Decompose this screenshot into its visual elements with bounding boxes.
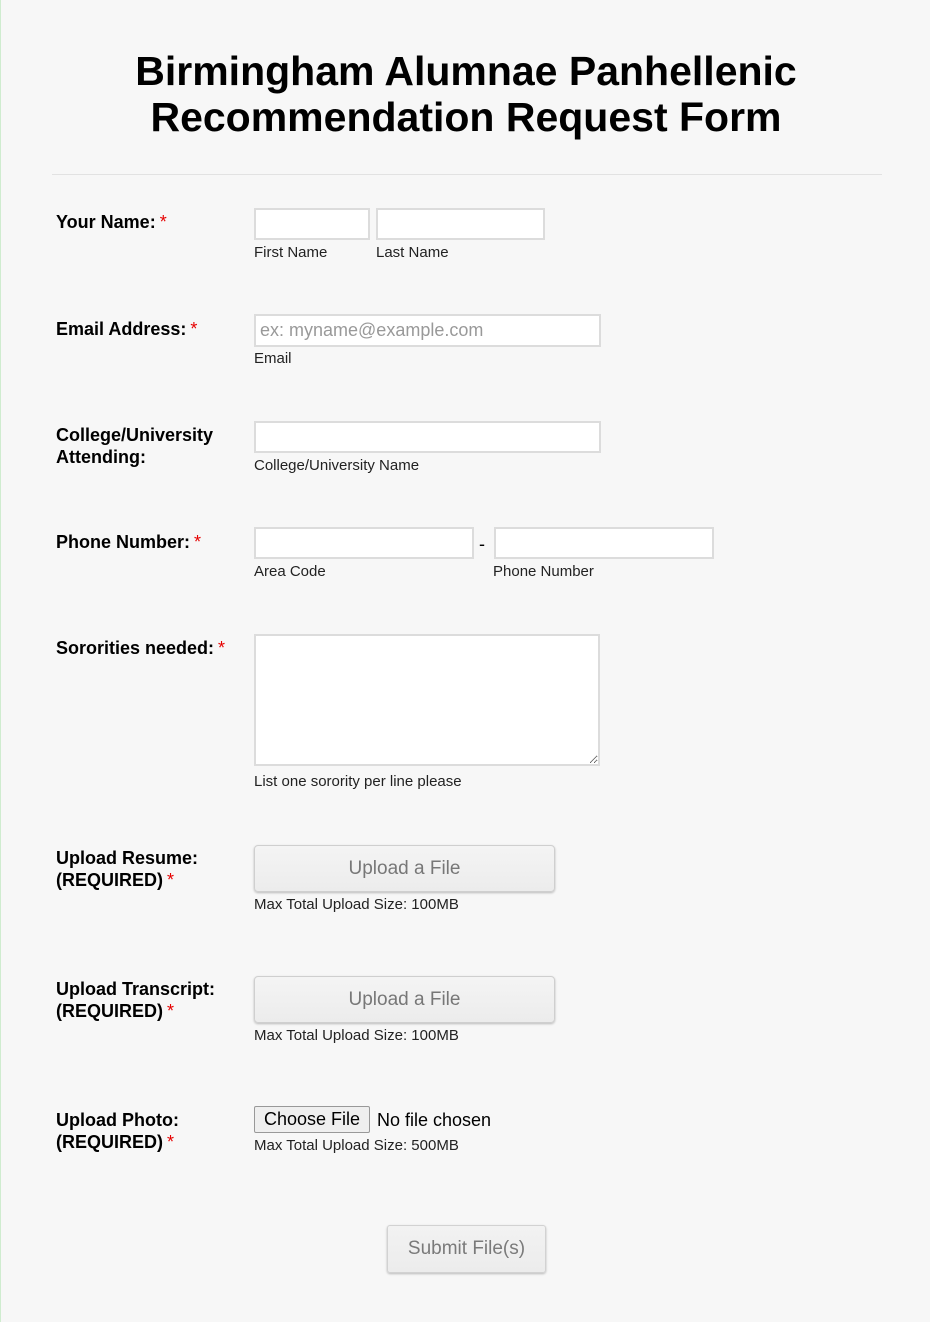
name-label (56, 211, 167, 233)
photo-label-line-2: (REQUIRED) (56, 1132, 163, 1152)
last-name-input[interactable] (376, 208, 545, 240)
phone-label (56, 531, 201, 553)
photo-label-line-1: Upload Photo: (56, 1110, 179, 1130)
resume-size-note: Max Total Upload Size: 100MB (254, 896, 459, 913)
phone-label-text: Phone Number: (56, 532, 191, 552)
email-label-text: Email Address: (56, 319, 187, 339)
required-marker: * (218, 638, 226, 658)
first-name-sublabel: First Name (254, 244, 328, 261)
title-line-1: Birmingham Alumnae Panhellenic (135, 48, 797, 94)
phone-number-sublabel: Phone Number (493, 563, 594, 580)
college-input[interactable] (254, 421, 601, 453)
sororities-label-text: Sororities needed: (56, 638, 215, 658)
resume-label (56, 847, 198, 891)
email-sublabel: Email (254, 350, 292, 367)
photo-file-status: No file chosen (377, 1110, 492, 1130)
resume-label-line-1: Upload Resume: (56, 848, 199, 868)
photo-size-note: Max Total Upload Size: 500MB (254, 1137, 459, 1154)
email-input[interactable] (254, 314, 601, 347)
title-line-2: Recommendation Request Form (150, 94, 782, 140)
submit-button[interactable]: Submit File(s) (387, 1225, 546, 1273)
last-name-sublabel: Last Name (376, 244, 449, 261)
transcript-label-line-2: (REQUIRED) (56, 1001, 163, 1021)
required-marker: * (159, 212, 167, 232)
choose-photo-file-button[interactable]: Choose File (254, 1106, 370, 1133)
header-divider (52, 174, 882, 175)
upload-resume-button[interactable]: Upload a File (254, 845, 555, 892)
sororities-sublabel: List one sorority per line please (254, 773, 462, 790)
transcript-label-line-1: Upload Transcript: (56, 979, 216, 999)
photo-label (56, 1109, 179, 1153)
college-label-line-1: College/University (56, 425, 214, 445)
required-marker: * (167, 1132, 175, 1152)
transcript-size-note: Max Total Upload Size: 100MB (254, 1027, 459, 1044)
area-code-input[interactable] (254, 527, 474, 559)
page-title (1, 48, 930, 140)
required-marker: * (167, 1001, 175, 1021)
first-name-input[interactable] (254, 208, 370, 240)
phone-separator: - (479, 534, 485, 554)
required-marker: * (194, 532, 202, 552)
required-marker: * (190, 319, 198, 339)
email-label (56, 318, 197, 340)
area-code-sublabel: Area Code (254, 563, 326, 580)
resume-label-line-2: (REQUIRED) (56, 870, 163, 890)
upload-transcript-button[interactable]: Upload a File (254, 976, 555, 1023)
required-marker: * (167, 870, 175, 890)
college-label-line-2: Attending: (56, 447, 146, 467)
sororities-textarea[interactable] (254, 634, 600, 766)
college-label (56, 424, 213, 468)
name-label-text: Your Name: (56, 212, 156, 232)
sororities-label (56, 637, 225, 659)
transcript-label (56, 978, 215, 1022)
phone-number-input[interactable] (494, 527, 714, 559)
college-sublabel: College/University Name (254, 457, 420, 474)
